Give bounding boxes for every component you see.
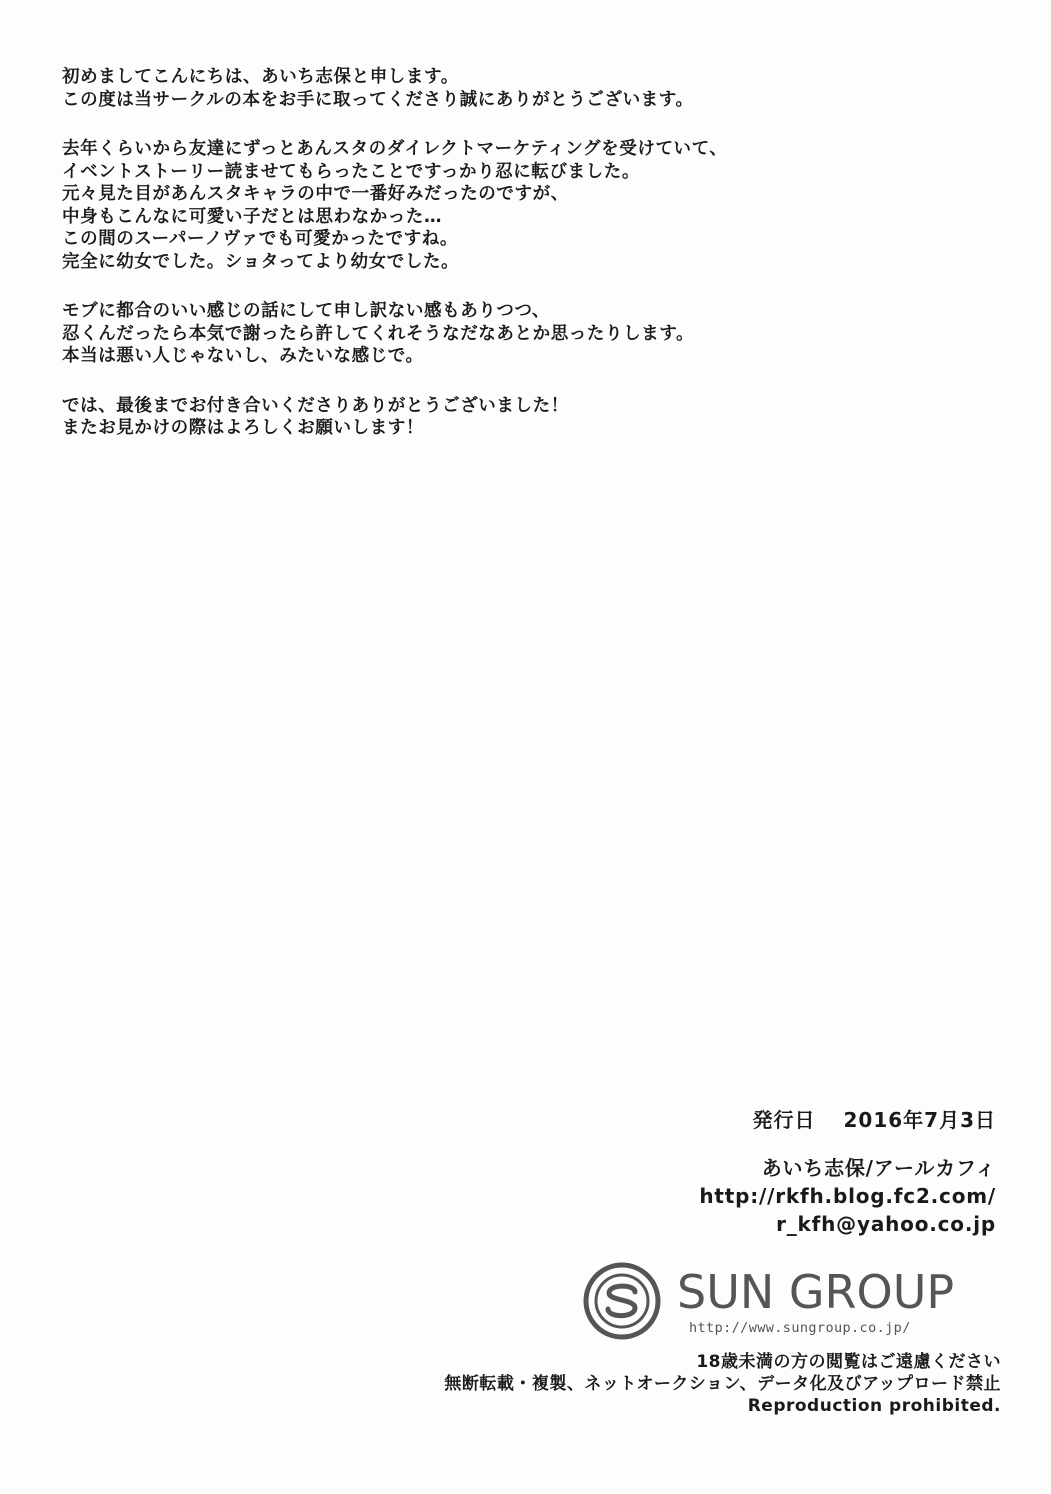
afterword-line: 忍くんだったら本気で謝ったら許してくれそうなだなあとか思ったりします。 [62,323,695,344]
reproduction-notice-en: Reproduction prohibited. [747,1396,1001,1416]
publication-date [699,1106,996,1134]
afterword-text [62,66,962,467]
afterword-line: では、最後までお付き合いくださりありがとうございました！ [62,395,569,416]
colophon [699,1106,996,1238]
afterword-paragraph-1 [62,66,962,111]
afterword-line: 中身もこんなに可愛い子だとは思わなかった… [62,206,443,227]
afterword-line: 去年くらいから友達にずっとあんスタのダイレクトマーケティングを受けていて、 [62,139,728,159]
afterword-line: またお見かけの際はよろしくお願いします！ [62,418,424,438]
afterword-paragraph-2 [62,138,962,273]
age-restriction-notice: 18歳未満の方の閲覧はご遠慮ください [696,1352,1001,1372]
legal-notices [444,1351,1001,1417]
reproduction-notice-jp: 無断転載・複製、ネットオークション、データ化及びアップロード禁止 [444,1374,1001,1394]
afterword-line: モブに都合のいい感じの話にして申し訳ない感もありつつ、 [62,301,550,321]
publication-date-label: 発行日 [752,1108,816,1132]
afterword-line: イベントストーリー読ませてもらったことですっかり忍に転びました。 [62,161,640,182]
afterword-paragraph-3 [62,300,962,368]
afterword-line: 元々見た目があんスタキャラの中で一番好みだったのですが、 [62,184,569,204]
afterword-line: この間のスーパーノヴァでも可愛かったですね。 [62,229,458,249]
afterword-line: 初めましてこんにちは、あいち志保と申します。 [62,67,459,87]
email-address[interactable]: r_kfh@yahoo.co.jp [776,1212,996,1236]
afterword-line: この度は当サークルの本をお手に取ってくださり誠にありがとうございます。 [62,89,694,110]
sun-group-logo-icon [583,1262,661,1340]
publication-date-value: 2016年7月3日 [843,1108,996,1132]
printer-url[interactable]: http://www.sungroup.co.jp/ [689,1320,911,1336]
website-link[interactable]: http://rkfh.blog.fc2.com/ [699,1184,996,1208]
afterword-line: 完全に幼女でした。ショタってより幼女でした。 [62,251,460,272]
afterword-line: 本当は悪い人じゃないし、みたいな感じで。 [62,346,424,366]
printer-name: SUN GROUP [677,1265,955,1319]
author-circle: あいち志保/アールカフィ [761,1156,996,1180]
afterword-paragraph-4 [62,395,962,440]
printer-credit [583,1262,1003,1342]
